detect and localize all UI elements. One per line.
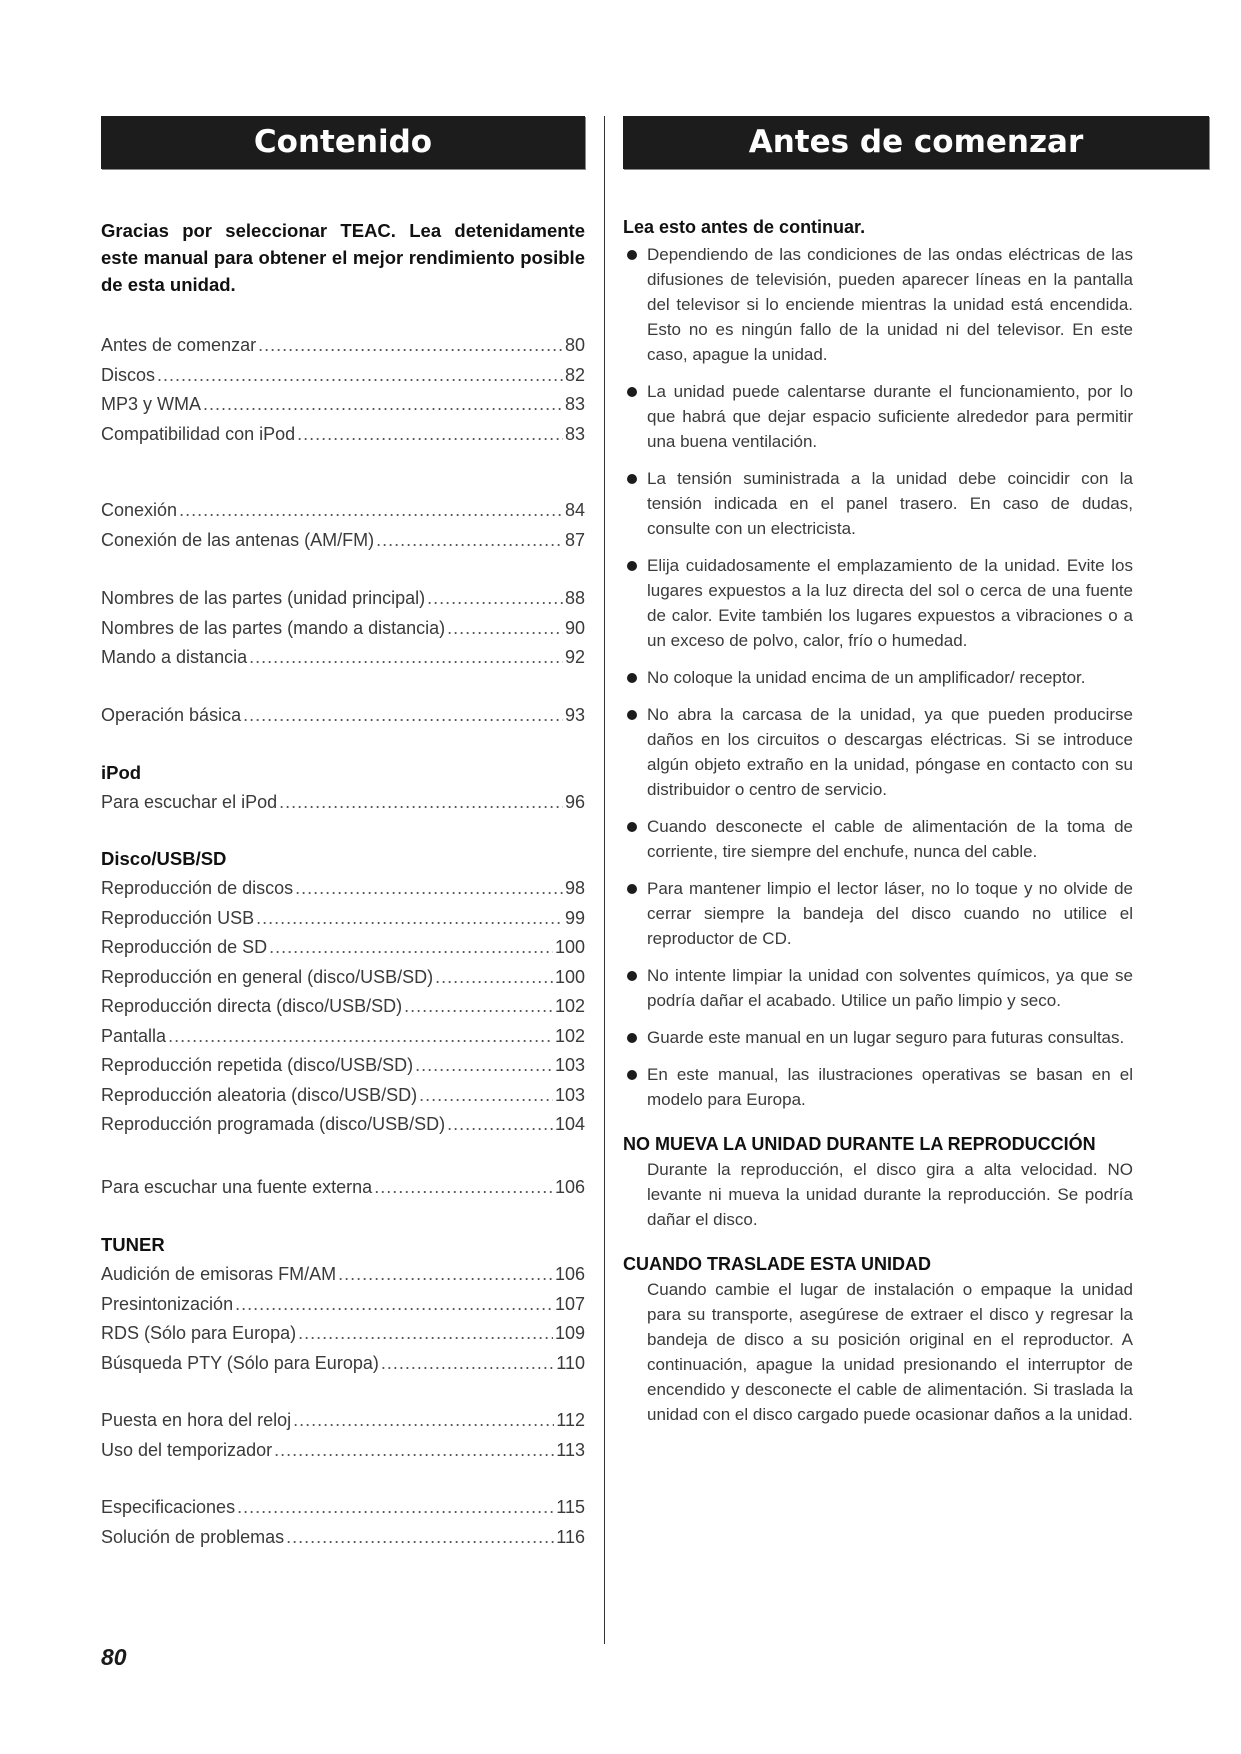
toc-entry-label: Reproducción aleatoria (disco/USB/SD) [101,1084,418,1105]
toc-section-heading: iPod [101,762,142,783]
toc-entry-label: Conexión de las antenas (AM/FM) [101,529,375,550]
toc-leader [269,933,553,963]
section-text-playback: Durante la reproducción, el disco gira a alta velocidad. NO levante ni mueva la unidad durante la reproducción. Se podría dañar el disco. [647,1160,1133,1229]
toc-entry-page: 83 [564,423,585,444]
list-item-text: Para mantener limpio el lector láser, no lo toque y no olvide de cerrar siempre la bandeja del disco cuando no utilice el reproductor de CD. [647,879,1133,948]
toc-entry-page: 104 [554,1114,585,1134]
toc-leader [237,1493,554,1523]
toc-entry[interactable] [101,1523,585,1553]
list-item-text: La tensión suministrada a la unidad debe coincidir con la tensión indicada en el panel trasero. En caso de dudas, consulte con un electricista. [647,469,1133,538]
bullet-icon [627,474,637,484]
toc-entry[interactable] [101,1406,585,1436]
toc-entry-page: 116 [556,1526,585,1547]
toc-entry-label: Para escuchar el iPod [101,792,278,812]
toc-entry-label: Reproducción directa (disco/USB/SD) [101,996,403,1016]
bullet-icon [627,673,637,683]
toc-entry[interactable] [101,904,585,934]
toc-entry-label: Operación básica [101,705,242,725]
toc-entry-label: Reproducción USB [101,907,255,928]
toc-group [101,1230,585,1378]
toc-entry[interactable] [101,496,585,526]
bullet-icon [627,561,637,571]
toc-entry-page: 100 [554,937,585,957]
toc-entry-page: 90 [564,617,585,638]
toc-group [101,1406,585,1465]
toc-leader [381,1349,554,1379]
toc-entry-label: RDS (Sólo para Europa) [101,1323,297,1343]
contents-title: Contenido [253,124,433,160]
toc-group [101,331,585,449]
list-item-text: No coloque la unidad encima de un amplificador/ receptor. [647,668,1086,687]
toc-entry[interactable] [101,584,585,614]
toc-entry-page: 99 [564,907,585,928]
list-item-text: Elija cuidadosamente el emplazamiento de la unidad. Evite los lugares expuestos a la luz directa del sol o cerca de una fuente de calor. Evite también los lugares expuestos a vibraciones o a un exceso de polvo, calor, frío o humedad. [647,556,1133,650]
toc-entry-page: 102 [554,996,585,1016]
toc-entry[interactable] [101,390,585,420]
toc-entry-page: 84 [564,500,585,520]
before-starting-body [623,215,1209,1427]
toc-entry-label: Discos [101,364,156,385]
precautions-list [623,242,1209,1112]
toc-leader [179,496,563,526]
toc-entry-label: Nombres de las partes (unidad principal) [101,588,426,608]
toc-entry-label: Reproducción de SD [101,937,268,957]
toc-entry[interactable] [101,361,585,391]
bullet-icon [627,884,637,894]
toc-entry-label: Búsqueda PTY (Sólo para Europa) [101,1352,379,1373]
toc-entry-label: Pantalla [101,1025,167,1046]
list-item [623,702,1133,802]
toc-entry[interactable] [101,643,585,673]
toc-entry[interactable] [101,420,585,450]
toc-entry[interactable] [101,1051,585,1081]
section-heading-playback: NO MUEVA LA UNIDAD DURANTE LA REPRODUCCIÓN [623,1134,1096,1154]
bullet-icon [627,971,637,981]
toc-entry-page: 96 [564,792,585,812]
contents-column [101,116,585,1547]
toc-entry-label: MP3 y WMA [101,394,202,414]
toc-leader [404,992,553,1022]
toc-leader [297,420,563,450]
list-item [623,466,1133,541]
before-starting-column [623,116,1209,1427]
toc-entry-label: Para escuchar una fuente externa [101,1177,373,1197]
list-item-text: No intente limpiar la unidad con solventes químicos, ya que se podría dañar el acabado. Utilice un paño limpio y seco. [647,966,1133,1010]
bullet-icon [627,822,637,832]
toc-leader [295,874,563,904]
list-item [623,1025,1133,1050]
toc-entry[interactable] [101,992,585,1022]
toc-leader [157,361,563,391]
toc-entry-page: 83 [564,394,585,414]
list-item [623,242,1133,367]
toc-entry-label: Compatibilidad con iPod [101,423,296,444]
toc-entry-page: 92 [564,647,585,667]
toc-group [101,584,585,673]
toc-entry[interactable] [101,788,585,818]
toc-leader [374,1173,553,1203]
toc-leader [256,904,563,934]
toc-entry-label: Presintonización [101,1293,234,1314]
list-item-text: No abra la carcasa de la unidad, ya que pueden producirse daños en los circuitos o descargas eléctricas. Si se introduce algún objeto extraño en la unidad, póngase en contacto con su distribuidor o centro de servicio. [647,705,1133,799]
toc-entry-page: 88 [564,588,585,608]
toc-entry-page: 103 [554,1084,585,1105]
list-item-text: En este manual, las ilustraciones operativas se basan en el modelo para Europa. [647,1065,1133,1109]
contents-title-bar [101,116,585,169]
toc-entry-page: 106 [554,1264,585,1284]
toc-group [101,1173,585,1203]
toc-leader [338,1260,553,1290]
toc-group [101,844,585,1140]
toc-leader [376,526,563,556]
bullet-icon [627,1070,637,1080]
toc-entry-label: Mando a distancia [101,647,248,667]
list-item-text: La unidad puede calentarse durante el funcionamiento, por lo que habrá que dejar espacio suficiente alrededor para permitir una buena ventilación. [647,382,1133,451]
toc-leader [415,1051,553,1081]
toc-entry-page: 80 [564,335,585,355]
lead-heading: Lea esto antes de continuar. [623,217,866,237]
toc-leader [279,788,563,818]
toc-group [101,701,585,731]
list-item-text: Guarde este manual en un lugar seguro para futuras consultas. [647,1028,1125,1047]
toc-leader [447,614,563,644]
toc-entry-label: Conexión [101,500,178,520]
toc-entry-page: 82 [564,364,585,385]
toc-entry-page: 112 [556,1410,585,1430]
list-item-text: Cuando desconecte el cable de alimentación de la toma de corriente, tire siempre del enchufe, nunca del cable. [647,817,1133,861]
toc-entry[interactable] [101,933,585,963]
toc-entry[interactable] [101,1022,585,1052]
toc-entry-page: 100 [554,966,585,987]
list-item [623,665,1133,690]
toc-entry[interactable] [101,331,585,361]
toc-group [101,1493,585,1552]
list-item-text: Dependiendo de las condiciones de las ondas eléctricas de las difusiones de televisión, pueden aparecer líneas en la pantalla del televisor si lo enciende mientras la unidad está encendida. Esto no es ningún fallo de la unidad ni del televisor. En este caso, apague la unidad. [647,245,1133,364]
toc-group [101,758,585,818]
toc-entry-page: 98 [564,878,585,898]
toc-entry[interactable] [101,1436,585,1466]
toc-entry[interactable] [101,1081,585,1111]
toc-leader [286,1523,554,1553]
toc-entry-label: Uso del temporizador [101,1439,273,1460]
toc-entry-page: 102 [554,1025,585,1046]
toc-leader [435,963,553,993]
toc-entry[interactable] [101,614,585,644]
bullet-icon [627,710,637,720]
toc-entry-label: Reproducción en general (disco/USB/SD) [101,966,434,987]
toc-entry[interactable] [101,1173,585,1203]
toc-entry[interactable] [101,1290,585,1320]
list-item [623,814,1133,864]
toc-leader [447,1110,553,1140]
toc-entry-label: Puesta en hora del reloj [101,1410,292,1430]
toc-leader [249,643,563,673]
toc-entry[interactable] [101,1110,585,1140]
toc-leader [203,390,563,420]
list-item [623,379,1133,454]
before-starting-title: Antes de comenzar [748,124,1084,160]
toc-entry[interactable] [101,1493,585,1523]
toc-leader [258,331,563,361]
toc-leader [168,1022,553,1052]
toc-entry-label: Antes de comenzar [101,335,257,355]
toc-entry-page: 107 [554,1293,585,1314]
toc-leader [427,584,563,614]
toc-entry-label: Reproducción repetida (disco/USB/SD) [101,1055,414,1075]
toc-entry[interactable] [101,1260,585,1290]
toc-entry-label: Nombres de las partes (mando a distancia) [101,617,446,638]
toc-entry-page: 110 [556,1352,585,1373]
toc-entry-page: 87 [564,529,585,550]
toc-section-heading: TUNER [101,1234,165,1255]
toc-leader [243,701,563,731]
toc-entry[interactable] [101,874,585,904]
list-item [623,963,1133,1013]
page-number: 80 [101,1644,127,1670]
section-heading-moving: CUANDO TRASLADE ESTA UNIDAD [623,1254,931,1274]
toc-entry-label: Reproducción de discos [101,878,294,898]
toc-leader [293,1406,554,1436]
toc-group [101,496,585,555]
toc-leader [419,1081,553,1111]
bullet-icon [627,1033,637,1043]
toc-entry[interactable] [101,701,585,731]
toc-entry[interactable] [101,1319,585,1349]
toc-entry-label: Audición de emisoras FM/AM [101,1264,337,1284]
toc-entry-page: 109 [554,1323,585,1343]
toc-entry[interactable] [101,1349,585,1379]
toc-entry-label: Especificaciones [101,1497,236,1517]
list-item [623,553,1133,653]
section-text-moving: Cuando cambie el lugar de instalación o empaque la unidad para su transporte, asegúrese de extraer el disco y regresar la bandeja de disco a su posición original en el reproductor. A continuación, apague la unidad presionando el interruptor de encendido y desconecte el cable de alimentación. Si traslada la unidad con el disco cargado puede ocasionar daños a la unidad. [647,1280,1133,1424]
bullet-icon [627,387,637,397]
toc-entry-page: 103 [554,1055,585,1075]
list-item [623,876,1133,951]
toc-entry-label: Solución de problemas [101,1526,285,1547]
toc-entry-page: 93 [564,705,585,725]
before-starting-title-bar [623,116,1209,169]
toc-entry-page: 106 [554,1177,585,1197]
toc-section-heading: Disco/USB/SD [101,848,227,869]
toc-entry[interactable] [101,963,585,993]
list-item [623,1062,1133,1112]
toc-entry[interactable] [101,526,585,556]
toc-entry-page: 115 [556,1497,585,1517]
toc-leader [274,1436,554,1466]
toc-entry-label: Reproducción programada (disco/USB/SD) [101,1114,446,1134]
intro-text: Gracias por seleccionar TEAC. Lea detenidamente este manual para obtener el mejor rendimiento posible de esta unidad. [101,220,585,295]
toc-entry-page: 113 [556,1439,585,1460]
column-divider [604,116,605,1644]
bullet-icon [627,250,637,260]
toc-leader [298,1319,553,1349]
toc-leader [235,1290,553,1320]
